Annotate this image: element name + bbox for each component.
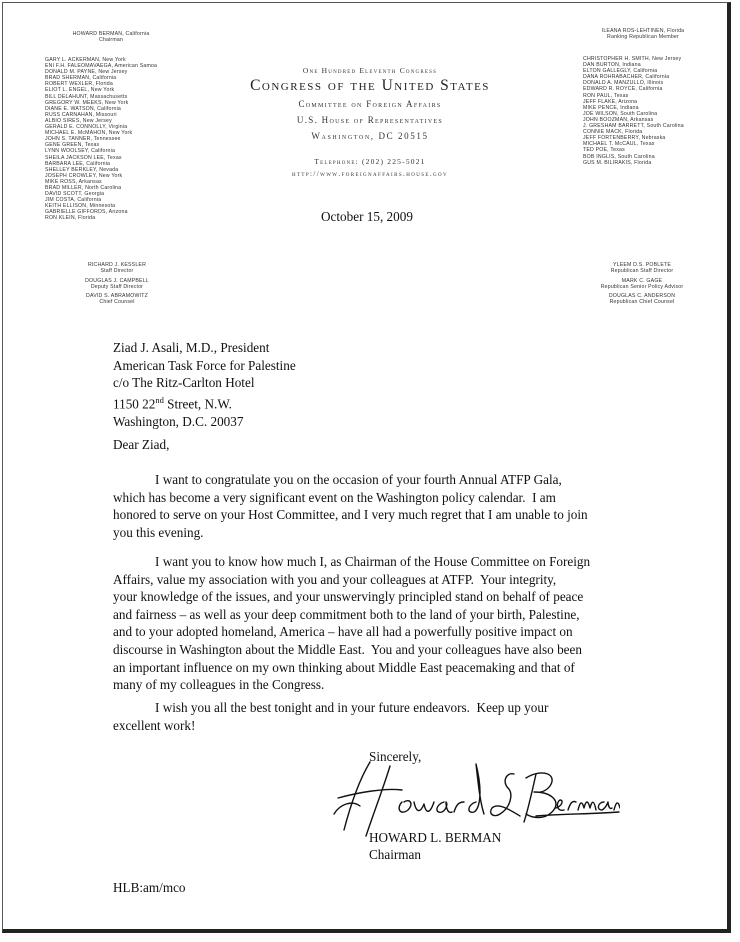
committee-member-name: CONNIE MACK, Florida (583, 129, 643, 136)
committee-member-name: BILL DELAHUNT, Massachusetts (45, 93, 128, 100)
committee-member-name: JOSEPH CROWLEY, New York (45, 172, 123, 179)
body-paragraph (113, 553, 590, 694)
staff-title: Deputy Staff Director (90, 283, 144, 290)
paragraph-line: you this evening. (113, 524, 204, 540)
committee-member-name: DIANE E. WATSON, California (45, 105, 122, 112)
paragraph-line: your knowledge of the issues, and your unswervingly principled stand on behalf of peace (113, 589, 584, 605)
committee-member-name: EDWARD R. ROYCE, California (583, 86, 663, 93)
committee-member-name: GARY L. ACKERMAN, New York (45, 57, 126, 63)
street-number: 1150 22 (113, 396, 156, 412)
committee-member-name: ALBIO SIRES, New Jersey (45, 117, 112, 124)
committee-member-name: GABRIELLE GIFFORDS, Arizona (45, 209, 128, 216)
minority-staff-list (586, 262, 698, 309)
salutation: Dear Ziad, (113, 437, 170, 452)
staff-title: Chief Counsel (99, 299, 135, 306)
staff-title: Staff Director (100, 268, 134, 275)
telephone-line: Telephone: (202) 225-5021 (314, 157, 426, 166)
staff-title: Republican Staff Director (610, 268, 674, 275)
closing: Sincerely, (369, 749, 422, 764)
committee-member-name: JEFF FLAKE, Arizona (583, 98, 638, 105)
city-line: Washington, DC 20515 (311, 131, 429, 141)
recipient-address (113, 339, 296, 430)
committee-member-name: SHELLEY BERKLEY, Nevada (45, 166, 119, 173)
committee-member-name: BOB INGLIS, South Carolina (583, 153, 655, 160)
paragraph-line: I wish you all the best tonight and in your future endeavors. Keep up your (155, 700, 549, 715)
committee-member-name: MIKE ROSS, Arkansas (45, 178, 102, 185)
staff-title: Republican Senior Policy Advisor (600, 283, 684, 290)
staff-entry (586, 262, 698, 274)
committee-member-name: RON KLEIN, Florida (45, 215, 96, 222)
committee-member-name: JOHN S. TANNER, Tennessee (45, 136, 121, 143)
committee-member-name: ENI F.H. FALEOMAVAEGA, American Samoa (45, 63, 158, 70)
congress-title: Congress of the United States (250, 77, 490, 94)
ranking-member-block (588, 28, 698, 40)
committee-member-name: DONALD A. MANZULLO, Illinois (583, 80, 664, 87)
committee-member-name: MICHAEL E. McMAHON, New York (45, 130, 133, 137)
staff-name: DOUGLAS J. CAMPBELL (85, 277, 149, 284)
minority-member-list (583, 56, 684, 166)
staff-name: MARK C. GAGE (621, 277, 663, 284)
committee-member-name: JOE WILSON, South Carolina (583, 110, 658, 117)
staff-name: DOUGLAS C. ANDERSON (608, 293, 676, 300)
paragraph-line: discourse in Washington about the Middle East. You and your colleagues have also been (113, 641, 582, 657)
paragraph-line: which has become a very significant event on the Washington policy calendar. I am (113, 489, 556, 505)
paragraph-line: an important influence on my own thinking about Middle East peacemaking and that of (113, 659, 575, 675)
staff-entry (586, 293, 698, 305)
address-line: Washington, D.C. 20037 (113, 413, 244, 429)
committee-member-name: DAN BURTON, Indiana (583, 62, 641, 69)
address-line: Ziad J. Asali, M.D., President (113, 340, 270, 355)
chair-block (66, 31, 156, 43)
staff-title: Republican Chief Counsel (609, 299, 675, 306)
committee-member-name: MICHAEL T. McCAUL, Texas (583, 141, 655, 148)
congress-number: One Hundred Eleventh Congress (302, 66, 438, 75)
website-line: http://www.foreignaffairs.house.gov (291, 170, 449, 178)
paragraph-line: I want to congratulate you on the occasion of your fourth Annual ATFP Gala, (155, 472, 562, 487)
staff-name: RICHARD J. KESSLER (87, 262, 147, 268)
paragraph-line: many of my colleagues in the Congress. (113, 677, 325, 693)
committee-member-name: DANA ROHRABACHER, California (583, 74, 670, 81)
signer-title: Chairman (369, 847, 422, 862)
body-paragraph (113, 471, 588, 541)
staff-entry (586, 278, 698, 290)
reference-initials: HLB:am/mco (113, 880, 186, 895)
address-line (113, 392, 296, 413)
ordinal-suffix: nd (155, 394, 164, 405)
committee-member-name: JIM COSTA, California (45, 197, 102, 204)
signer-name: HOWARD L. BERMAN (369, 830, 502, 845)
committee-member-name: ELTON GALLEGLY, California (583, 68, 658, 75)
committee-member-name: JEFF FORTENBERRY, Nebraska (583, 135, 666, 142)
committee-member-name: J. GRESHAM BARRETT, South Carolina (583, 123, 684, 130)
ranking-member-title: Ranking Republican Member (607, 34, 679, 41)
committee-member-name: GERALD E. CONNOLLY, Virginia (45, 124, 128, 131)
committee-member-name: GENE GREEN, Texas (45, 142, 100, 149)
committee-member-name: ROBERT WEXLER, Florida (45, 81, 113, 88)
paragraph-line: honored to serve on your Host Committee, and I very much regret that I am unable to join (113, 507, 588, 523)
chair-title: Chairman (98, 37, 124, 44)
majority-member-list (45, 57, 157, 222)
committee-member-name: LYNN WOOLSEY, California (45, 148, 116, 155)
committee-member-name: SHEILA JACKSON LEE, Texas (45, 154, 122, 161)
address-line: American Task Force for Palestine (113, 357, 296, 373)
street-name: Street, N.W. (163, 396, 232, 412)
committee-member-name: KEITH ELLISON, Minnesota (45, 203, 116, 210)
paragraph-line: and to your adopted homeland, America – have all had a powerfully positive impact on (113, 624, 573, 640)
staff-name: DAVID S. ABRAMOWITZ (86, 293, 148, 300)
committee-member-name: RUSS CARNAHAN, Missouri (45, 111, 117, 118)
committee-member-name: TED POE, Texas (583, 147, 625, 154)
committee-member-name: BRAD SHERMAN, California (45, 75, 117, 82)
ranking-member-name: ILEANA ROS-LEHTINEN, Florida (601, 28, 685, 34)
majority-staff-list (62, 262, 172, 309)
committee-member-name: BRAD MILLER, North Carolina (45, 184, 122, 191)
paragraph-line: Affairs, value my association with you and your colleagues at ATFP. Your integrity, (113, 571, 557, 587)
paragraph-line: I want you to know how much I, as Chairman of the House Committee on Foreign (155, 554, 591, 569)
letter-date: October 15, 2009 (321, 209, 413, 224)
committee-member-name: DONALD M. PAYNE, New Jersey (45, 69, 128, 76)
committee-member-name: JOHN BOOZMAN, Arkansas (583, 116, 654, 123)
committee-member-name: GREGORY W. MEEKS, New York (45, 99, 129, 106)
committee-member-name: ELIOT L. ENGEL, New York (45, 87, 115, 94)
chair-name: HOWARD BERMAN, California (72, 31, 150, 37)
paragraph-line: and fairness – as well as your deep commitment both to the land of your birth, Palestine, (113, 606, 580, 622)
committee-member-name: RON PAUL, Texas (583, 92, 629, 99)
staff-name: YLEEM D.S. POBLETE (612, 262, 672, 268)
staff-entry (62, 293, 172, 305)
committee-member-name: DAVID SCOTT, Georgia (45, 191, 105, 198)
committee-member-name: CHRISTOPHER H. SMITH, New Jersey (583, 56, 682, 62)
committee-member-name: GUS M. BILIRAKIS, Florida (583, 159, 652, 166)
committee-member-name: BARBARA LEE, California (45, 160, 111, 167)
committee-member-name: MIKE PENCE, Indiana (583, 104, 639, 111)
body-paragraph (113, 699, 548, 734)
staff-entry (62, 278, 172, 290)
staff-entry (62, 262, 172, 274)
house-name: U.S. House of Representatives (296, 115, 444, 125)
address-line: c/o The Ritz-Carlton Hotel (113, 375, 255, 391)
paragraph-line: excellent work! (113, 717, 196, 733)
committee-name: Committee on Foreign Affairs (298, 99, 442, 109)
